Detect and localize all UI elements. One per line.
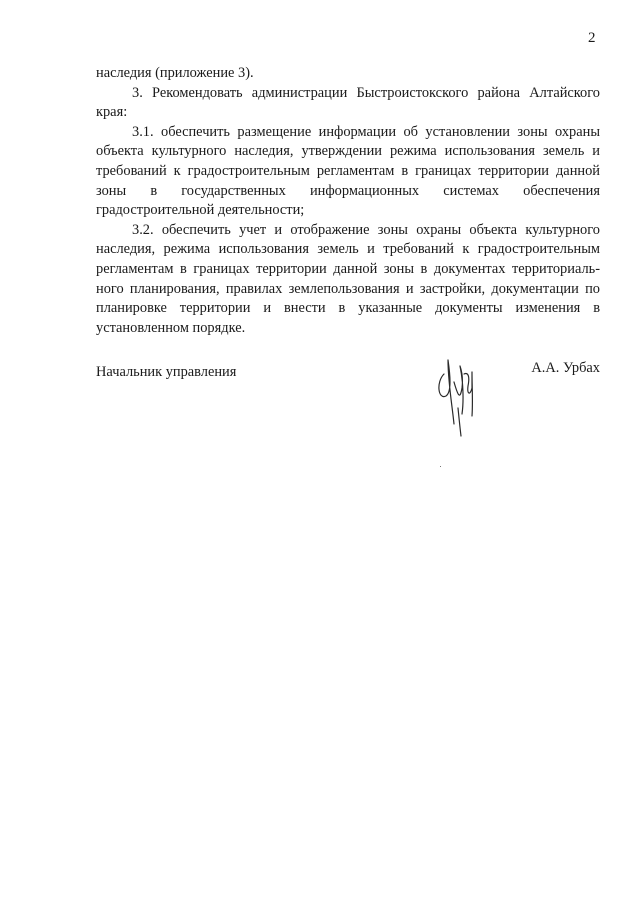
text-line: планировке территории и внести в указанные документы изменения в [96, 300, 600, 317]
signer-position: Начальник управления [96, 364, 237, 380]
text-line: требований к градостроительным регламентам в границах территории данной [96, 162, 600, 179]
text-line: 3.1. обеспечить размещение информации об установлении зоны охраны [132, 123, 600, 140]
paragraph-item-3-2 [96, 221, 600, 339]
signer-name: А.А. Урбах [531, 360, 600, 376]
text-line: наследия, режима использования земель и требований к градостроительным [96, 241, 600, 258]
text-line: ного планирования, правилах землепользования и застройки, документации по [96, 280, 600, 297]
text-line: края: [96, 104, 128, 121]
text-line: градостроительной деятельности; [96, 202, 305, 219]
handwritten-signature [430, 352, 490, 438]
text-line: 3. Рекомендовать администрации Быстроистокского района Алтайского [132, 84, 600, 101]
signature-block [96, 360, 600, 440]
text-line: зоны в государственных информационных системах обеспечения [96, 182, 600, 199]
paragraph-item-3-1 [96, 123, 600, 221]
text-line: регламентам в границах территории данной зоны в документах территориаль- [96, 260, 600, 277]
document-body [96, 64, 600, 338]
text-line: установленном порядке. [96, 319, 246, 336]
text-line: наследия (приложение 3). [96, 65, 254, 81]
paragraph-continuation [96, 64, 600, 84]
text-line: 3.2. обеспечить учет и отображение зоны охраны объекта культурного [132, 221, 600, 238]
page-number: 2 [588, 30, 596, 46]
scan-speck [440, 466, 441, 467]
text-line: объекта культурного наследия, утверждении режима использования земель и [96, 143, 600, 160]
paragraph-item-3 [96, 84, 600, 123]
